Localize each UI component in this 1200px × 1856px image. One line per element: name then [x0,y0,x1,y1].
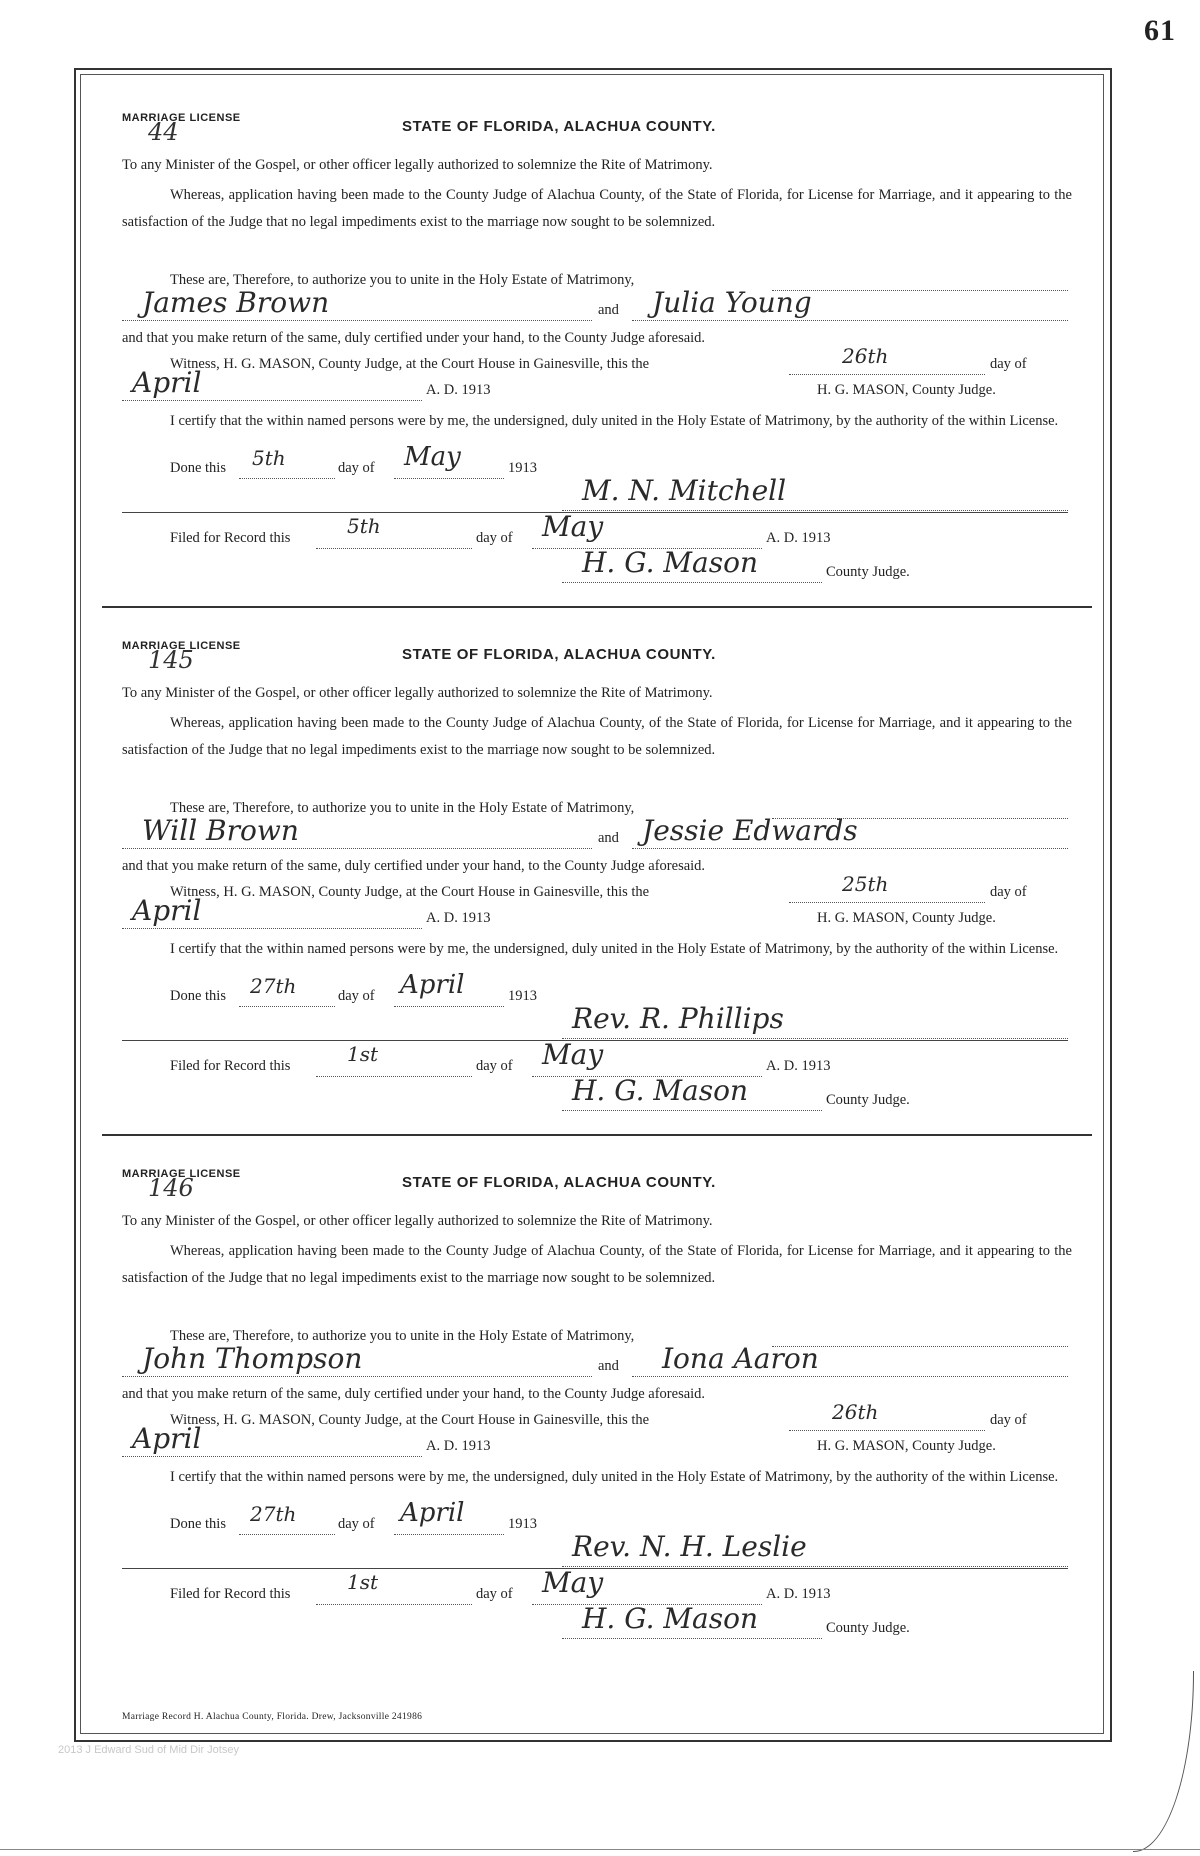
whereas-paragraph: Whereas, application having been made to the County Judge of Alachua County, of the State of Florida, for License for Marriage, and it appearing to the satisfaction of the Judge that no legal impediments exist to the marriage now sought to be solemnized. [122,715,1072,758]
day-of-label: day of [990,356,1027,372]
witness-day-fill [789,1414,985,1431]
and-word: and [598,302,619,318]
witness-day: 26th [832,1400,879,1424]
license-number: 145 [148,646,194,674]
day-of-label: day of [990,1412,1027,1428]
county-judge-label: County Judge. [826,564,910,580]
done-day: 5th [252,446,286,470]
ad-year: A. D. 1913 [426,910,491,926]
return-line: and that you make return of the same, duly certified under your hand, to the County Judge aforesaid. [122,330,706,346]
done-year: 1913 [508,988,537,1004]
authorize-line: These are, Therefore, to authorize you to unite in the Holy Estate of Matrimony, [170,272,635,288]
filed-day-of-label: day of [476,1586,513,1602]
witness-month: April [132,366,202,399]
authorize-line: These are, Therefore, to authorize you to unite in the Holy Estate of Matrimony, [170,1328,635,1344]
authorize-line: These are, Therefore, to authorize you to unite in the Holy Estate of Matrimony, [170,800,635,816]
filed-label: Filed for Record this [170,1058,291,1074]
done-day-of-label: day of [338,1516,375,1532]
footer-imprint: Marriage Record H. Alachua County, Florida. Drew, Jacksonville 241986 [122,1712,423,1722]
witness-day: 25th [842,872,889,896]
done-day: 27th [250,1502,297,1526]
address-line: To any Minister of the Gospel, or other officer legally authorized to solemnize the Rite of Matrimony. [122,157,713,173]
record-heading: STATE OF FLORIDA, ALACHUA COUNTY. [402,646,716,663]
license-number: 44 [148,118,179,146]
filed-day-of-label: day of [476,1058,513,1074]
ad-year: A. D. 1913 [426,1438,491,1454]
record-divider [102,606,1092,608]
witness-line: Witness, H. G. MASON, County Judge, at the Court House in Gainesville, this the [170,884,650,900]
filed-year: A. D. 1913 [766,1586,831,1602]
groom-name: Will Brown [142,814,299,847]
certify-paragraph: I certify that the within named persons were by me, the undersigned, duly united in the Holy Estate of Matrimony, by the authority of the within License. [170,413,1059,429]
officiant-signature: M. N. Mitchell [582,474,787,507]
whereas-paragraph: Whereas, application having been made to the County Judge of Alachua County, of the State of Florida, for License for Marriage, and it appearing to the satisfaction of the Judge that no legal impediments exist to the marriage now sought to be solemnized. [122,1243,1072,1286]
filed-day-fill [316,1588,472,1605]
officiant-signature: Rev. R. Phillips [572,1002,784,1035]
whereas-paragraph: Whereas, application having been made to the County Judge of Alachua County, of the State of Florida, for License for Marriage, and it appearing to the satisfaction of the Judge that no legal impediments exist to the marriage now sought to be solemnized. [122,187,1072,230]
filed-day-fill [316,532,472,549]
record-heading: STATE OF FLORIDA, ALACHUA COUNTY. [402,118,716,135]
done-this-label: Done this [170,988,226,1004]
return-line: and that you make return of the same, duly certified under your hand, to the County Judge aforesaid. [122,858,706,874]
filed-month: May [542,1566,604,1599]
return-line: and that you make return of the same, duly certified under your hand, to the County Judge aforesaid. [122,1386,706,1402]
filed-day-fill [316,1060,472,1077]
done-month: April [400,970,465,1000]
license-label: MARRIAGE LICENSE [122,112,241,124]
certify-paragraph: I certify that the within named persons were by me, the undersigned, duly united in the Holy Estate of Matrimony, by the authority of the within License. [170,1469,1059,1485]
filed-day: 1st [347,1570,379,1594]
filed-label: Filed for Record this [170,1586,291,1602]
bride-name: Julia Young [652,286,812,319]
authorize-fill [772,274,1068,291]
groom-name: John Thompson [142,1342,363,1375]
page-curl [1133,1671,1194,1852]
judge-printed-name: H. G. MASON, County Judge. [817,910,996,926]
county-judge-label: County Judge. [826,1620,910,1636]
ad-year: A. D. 1913 [426,382,491,398]
witness-day: 26th [842,344,889,368]
filed-signature: H. G. Mason [582,1602,759,1635]
address-line: To any Minister of the Gospel, or other officer legally authorized to solemnize the Rite of Matrimony. [122,1213,713,1229]
filed-month: May [542,510,604,543]
filed-day: 1st [347,1042,379,1066]
officiant-signature: Rev. N. H. Leslie [572,1530,807,1563]
address-line: To any Minister of the Gospel, or other officer legally authorized to solemnize the Rite of Matrimony. [122,685,713,701]
done-day-of-label: day of [338,460,375,476]
judge-printed-name: H. G. MASON, County Judge. [817,382,996,398]
filed-month: May [542,1038,604,1071]
done-day: 27th [250,974,297,998]
and-word: and [598,1358,619,1374]
filed-signature: H. G. Mason [572,1074,749,1107]
record-divider [102,1134,1092,1136]
witness-line: Witness, H. G. MASON, County Judge, at the Court House in Gainesville, this the [170,356,650,372]
done-year: 1913 [508,460,537,476]
done-this-label: Done this [170,1516,226,1532]
filed-day: 5th [347,514,381,538]
record-heading: STATE OF FLORIDA, ALACHUA COUNTY. [402,1174,716,1191]
day-of-label: day of [990,884,1027,900]
and-word: and [598,830,619,846]
bride-name: Iona Aaron [662,1342,819,1375]
judge-printed-name: H. G. MASON, County Judge. [817,1438,996,1454]
done-day-of-label: day of [338,988,375,1004]
page-number: 61 [1144,14,1176,47]
license-label: MARRIAGE LICENSE [122,1168,241,1180]
county-judge-label: County Judge. [826,1092,910,1108]
done-month: April [400,1498,465,1528]
done-month: May [404,442,461,472]
filed-signature: H. G. Mason [582,546,759,579]
witness-month: April [132,894,202,927]
license-label: MARRIAGE LICENSE [122,640,241,652]
filed-label: Filed for Record this [170,530,291,546]
license-number: 146 [148,1174,194,1202]
done-this-label: Done this [170,460,226,476]
filed-year: A. D. 1913 [766,1058,831,1074]
done-year: 1913 [508,1516,537,1532]
bride-name: Jessie Edwards [642,814,858,847]
groom-name: James Brown [142,286,330,319]
bottom-rule [0,1849,1200,1850]
watermark: 2013 J Edward Sud of Mid Dir Jotsey [58,1744,239,1756]
witness-month: April [132,1422,202,1455]
filed-day-of-label: day of [476,530,513,546]
filed-year: A. D. 1913 [766,530,831,546]
witness-line: Witness, H. G. MASON, County Judge, at the Court House in Gainesville, this the [170,1412,650,1428]
certify-paragraph: I certify that the within named persons were by me, the undersigned, duly united in the Holy Estate of Matrimony, by the authority of the within License. [170,941,1059,957]
